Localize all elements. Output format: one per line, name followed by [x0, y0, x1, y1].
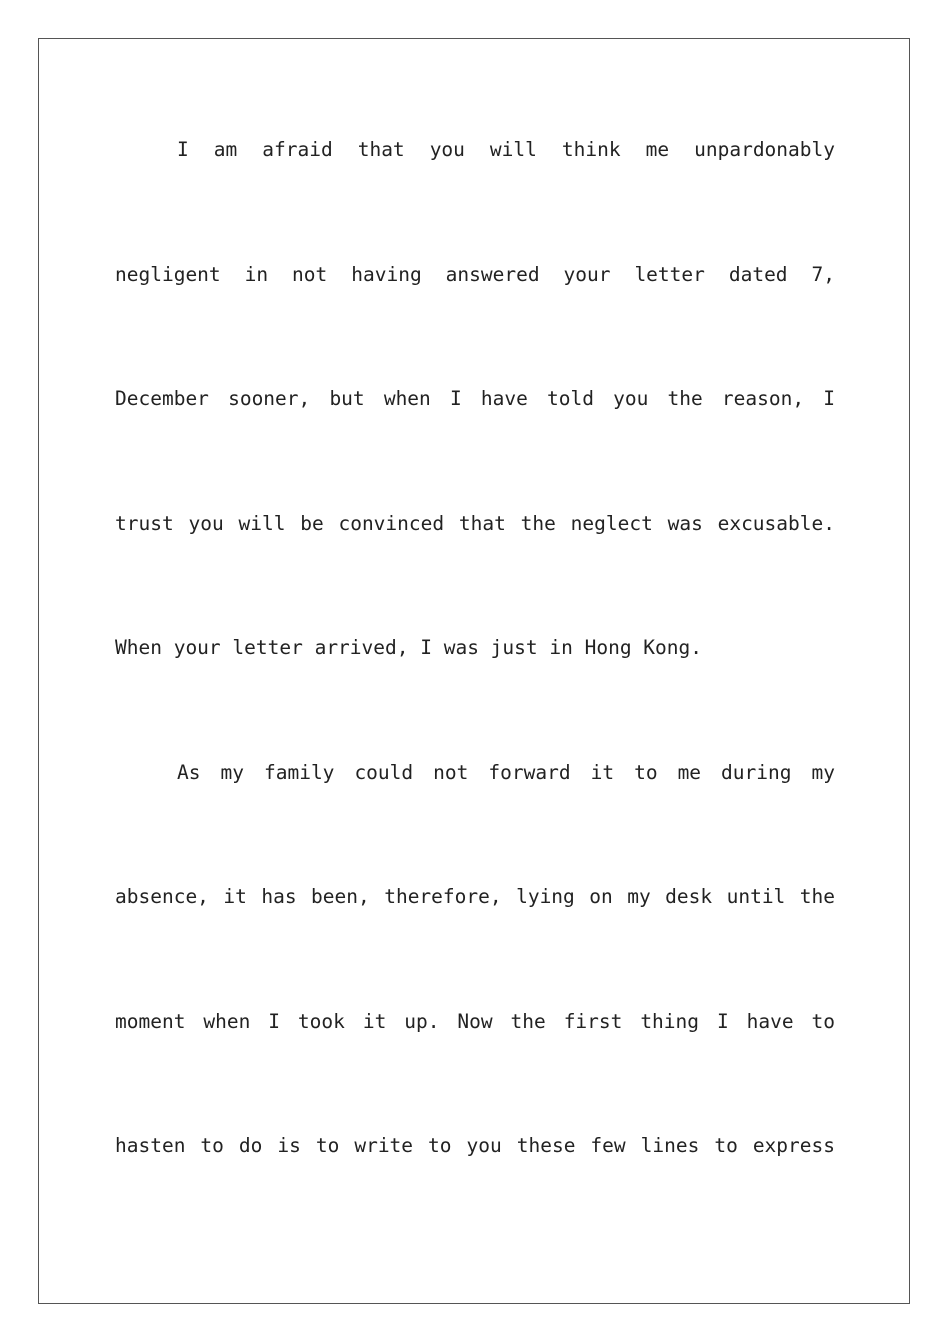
paragraph-1-line-3: December sooner, but when I have told you the reason, I	[115, 387, 835, 410]
paragraph-2-line-1: As my family could not forward it to me during my	[177, 761, 835, 784]
paragraph-1-line-1: I am afraid that you will think me unpardonably	[177, 138, 835, 161]
paragraph-2-line-3: moment when I took it up. Now the first thing I have to	[115, 1010, 835, 1033]
paragraph-1-line-2: negligent in not having answered your letter dated 7,	[115, 263, 835, 286]
paragraph-1-line-4: trust you will be convinced that the neglect was excusable.	[115, 512, 835, 535]
page-border	[38, 38, 910, 1304]
paragraph-2-line-2: absence, it has been, therefore, lying on my desk until the	[115, 885, 835, 908]
paragraph-2-line-4: hasten to do is to write to you these few lines to express	[115, 1134, 835, 1157]
paragraph-1-line-5: When your letter arrived, I was just in Hong Kong.	[115, 636, 702, 659]
